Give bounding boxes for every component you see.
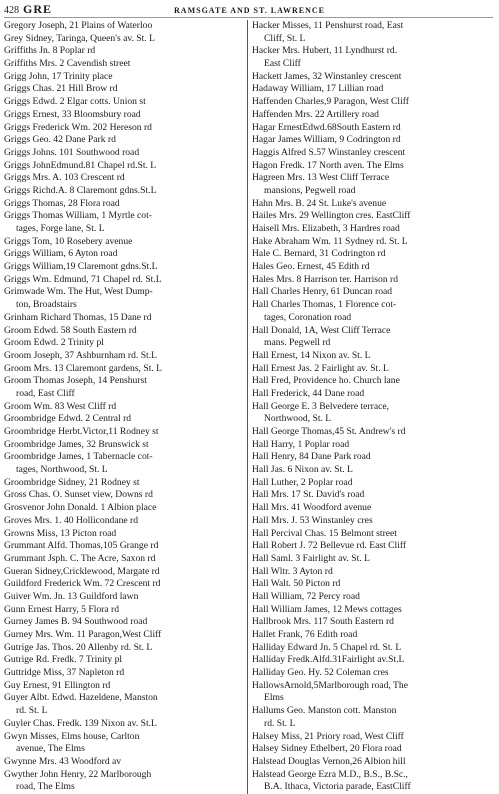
right-column [248,20,492,794]
directory-entry-line: Hall Ernest Jas. 2 Fairlight av. St. L [252,362,389,374]
directory-entry-line: Hall Ernest, 14 Nixon av. St. L [252,349,371,361]
directory-entry-line: Hale C. Bernard, 31 Codrington rd [252,248,386,260]
directory-entry-line: Griggs William, 6 Ayton road [4,248,118,260]
directory-entry-line: Halstead Douglas Vernon,26 Albion hill [252,755,406,767]
directory-entry-line: Gurney Mrs. Wm. 11 Paragon,West Cliff [4,629,162,640]
directory-entry-line: Groombridge James, 32 Brunswick st [4,438,149,450]
directory-entry-line: Haisell Mrs. Elizabeth, 3 Hardres road [252,223,400,234]
directory-entry-line: Grinham Richard Thomas, 15 Dane rd [4,311,152,323]
directory-entry-line: Hall Henry, 84 Dane Park road [252,451,371,463]
directory-entry-line: Groom Thomas Joseph, 14 Penshurst [4,375,147,387]
directory-entry-line: Griffiths Jn. 8 Poplar rd [4,45,96,57]
directory-entry-line: Halliday Geo. Hy. 52 Coleman cres [252,667,389,679]
alpha-code: GRE [23,2,53,16]
directory-entry-line: Hall Wltr. 3 Ayton rd [252,565,333,577]
directory-entry-line: Griffiths Mrs. 2 Cavendish street [4,58,131,70]
directory-entry-line: mans. Pegwell rd [264,337,331,349]
directory-entry-line: Groom Wm. 83 West Cliff rd [4,400,117,412]
directory-entry-line: Grimwade Wm. The Hut, West Dump- [4,286,153,298]
directory-entry-line: tages, Northwood, St. L [16,464,108,476]
directory-entry-line: Grosvenor John Donald. 1 Albion place [4,502,157,514]
directory-entry-line: Gross Chas. O. Sunset view, Downs rd [4,489,153,501]
directory-entry-line: Guyer Albt. Edwd. Hazeldene, Manston [4,692,158,704]
directory-entry-line: Hall Mrs. J. 53 Winstanley cres [252,514,373,526]
directory-entry-line: Griggs Johns. 101 Southwood road [4,146,140,158]
directory-entry-line: Gutrige Jas. Thos. 20 Allenby rd. St. L [4,641,153,653]
directory-entry-line: Elms [264,692,284,704]
directory-entry-line: Hall Harry, 1 Poplar road [252,438,350,450]
directory-entry-line: tages, Coronation road [264,311,352,323]
page-header [4,2,493,18]
directory-entry-line: Halsey Sidney Ethelbert, 20 Flora road [252,743,402,755]
directory-entry-line: tages, Forge lane, St. L [16,223,105,234]
directory-entry-line: Hallbrook Mrs. 117 South Eastern rd [252,616,394,628]
directory-entry-line: Grummant Jsph. C. The Acre, Saxon rd [4,552,156,564]
directory-entry-line: Northwood, St. L [264,413,332,425]
directory-entry-line: Hall Charles Thomas, 1 Florence cot- [252,299,397,311]
directory-entry-line: road, East Cliff [16,387,75,399]
directory-entry-line: Hall Luther, 2 Poplar road [252,476,353,488]
directory-entry-line: Hahn Mrs. B. 24 St. Luke's avenue [252,197,387,209]
directory-entry-line: Hall William James, 12 Mews cottages [252,603,402,615]
directory-entry-line: Griggs William,19 Claremont gdns.St.L [4,261,158,273]
directory-entry-line: Groombridge Edwd. 2 Central rd [4,413,132,425]
directory-entry-line: Hall Mrs. 17 St. David's road [252,489,365,501]
directory-entry-line: Gutrige Rd. Fredk. 7 Trinity pl [4,654,123,666]
directory-entry-line: Hall Donald, 1A, West Cliff Terrace [252,324,391,336]
directory-entry-line: Griggs Mrs. A. 103 Crescent rd [4,172,125,184]
directory-entry-line: Halliday Edward Jn. 5 Chapel rd. St. L [252,641,402,653]
directory-entry-line: Guyler Chas. Fredk. 139 Nixon av. St.L [4,717,157,729]
directory-entry-line: Hacker Misses, 11 Penshurst road, East [252,20,404,31]
directory-entry-line: mansions, Pegwell road [264,184,356,196]
directory-entry-line: Hall Frederick, 44 Dane road [252,387,365,399]
directory-entry-line: Groombridge Herbt.Victor,11 Rodney st [4,426,159,437]
left-column [4,20,248,794]
directory-entry-line: Halsey Miss, 21 Priory road, West Cliff [252,730,404,742]
directory-entry-line: Halstead George Ezra M.D., B.S., B.Sc., [252,768,408,780]
directory-entry-line: HallowsArnold,5Marlborough road, The [252,679,408,691]
directory-entry-line: Gwyther John Henry, 22 Marlborough [4,768,152,780]
directory-entry-line: Hall Jas. 6 Nixon av. St. L [252,464,353,476]
directory-entry-line: East Cliff [264,58,301,70]
directory-entry-line: Haffenden Mrs. 22 Artillery road [252,108,379,120]
directory-entry-line: rd. St. L [16,705,48,717]
directory-entry-line: Griggs Thomas William, 1 Myrtle cot- [4,210,152,222]
directory-entry-line: Grigg John, 17 Trinity place [4,70,113,82]
running-title: RAMSGATE AND ST. LAWRENCE [174,6,325,15]
directory-entry-line: Halliday Fredk.Alfd.31Fairlight av.St.L [252,654,405,666]
directory-entry-line: Grey Sidney, Taringa, Queen's av. St. L [4,32,155,44]
directory-entry-line: Guy Ernest, 91 Ellington rd [4,679,111,691]
directory-entry-line: road, The Elms [16,781,75,793]
directory-entry-line: Griggs Ernest, 33 Bloomsbury road [4,108,141,120]
directory-entry-line: Gwyn Misses, Elms house, Carlton [4,730,140,742]
directory-entry-line: Hall Robert J. 72 Bellevue rd. East Cliff [252,540,407,552]
directory-entry-line: Griggs Edwd. 2 Elgar cotts. Union st [4,96,146,108]
directory-entry-line: Griggs Frederick Wm. 202 Hereson rd [4,121,152,133]
directory-entry-line: Cliff, St. L [264,32,306,44]
directory-entry-line: Groves Mrs. 1. 40 Hollicondane rd [4,514,139,526]
directory-entry-line: Hall Fred, Providence ho. Church lane [252,375,400,387]
directory-entry-line: Hales Mrs. 8 Harrison ter. Harrison rd [252,273,399,285]
directory-entry-line: Gueran Sidney,Cricklewood, Margate rd [4,565,160,577]
directory-entry-line: Hagar James William, 9 Codrington rd [252,134,401,146]
directory-entry-line: Hall Walt. 50 Picton rd [252,578,341,590]
page-number: 428 [4,5,19,16]
directory-entry-line: Groombridge Sidney, 21 Rodney st [4,476,140,488]
directory-entry-line: Gregory Joseph, 21 Plains of Waterloo [4,20,153,31]
directory-entry-line: Hadaway William, 17 Lillian road [252,83,384,95]
directory-entry-line: Hall George E. 3 Belvedere terrace, [252,400,389,412]
directory-entry-line: Griggs Wm. Edmund, 71 Chapel rd. St.L [4,273,162,285]
directory-entry-line: Hake Abraham Wm. 11 Sydney rd. St. L [252,235,408,247]
directory-entry-line: Hagon Fredk. 17 North aven. The Elms [252,159,404,171]
directory-entry-line: Hall Percival Chas. 15 Belmont street [252,527,397,539]
directory-entry-line: Hagar ErnestEdwd.68South Eastern rd [252,121,401,133]
directory-entry-line: Groom Edwd. 2 Trinity pl [4,337,104,349]
directory-entry-line: Griggs Tom, 10 Rosebery avenue [4,235,133,247]
directory-entry-line: Hailes Mrs. 29 Wellington cres. EastCliff [252,210,411,222]
directory-entry-line: Hallet Frank, 76 Edith road [252,629,358,640]
directory-entry-line: Haffenden Charles,9 Paragon, West Cliff [252,96,409,108]
directory-entry-line: Growns Miss, 13 Picton road [4,527,117,539]
directory-entry-line: Guildford Frederick Wm. 72 Crescent rd [4,578,161,590]
directory-entry-line: Hacker Mrs. Hubert, 11 Lyndhurst rd. [252,45,398,57]
directory-entry-line: Hall William, 72 Percy road [252,590,360,602]
directory-entry-line: Hales Geo. Ernest, 45 Edith rd [252,261,370,273]
directory-entry-line: Griggs Richd.A. 8 Claremont gdns.St.L [4,184,157,196]
directory-entry-line: Gwynne Mrs. 43 Woodford av [4,755,122,767]
directory-entry-line: Griggs Chas. 21 Hill Brow rd [4,83,118,95]
directory-entry-line: rd. St. L [264,717,296,729]
directory-entry-line: Guiver Wm. Jn. 13 Guildford lawn [4,590,139,602]
directory-entry-line: Gunn Ernest Harry, 5 Flora rd [4,603,120,615]
directory-entry-line: Hall Charles Henry, 61 Duncan road [252,286,393,298]
directory-entry-line: Hackett James, 32 Winstanley crescent [252,70,402,82]
directory-entry-line: Groom Edwd. 58 South Eastern rd [4,324,137,336]
directory-entry-line: Gurney James B. 94 Southwood road [4,616,148,628]
directory-entry-line: Grummant Alfd. Thomas,105 Grange rd [4,540,159,552]
directory-entry-line: Hall Mrs. 41 Woodford avenue [252,502,372,514]
directory-entry-line: Guttridge Miss, 37 Napleton rd [4,667,125,679]
directory-entry-line: Haggis Alfred S.57 Winstanley crescent [252,146,406,158]
directory-columns [4,20,493,794]
directory-entry-line: Griggs Geo. 42 Dane Park rd [4,134,116,146]
directory-entry-line: Griggs JohnEdmund.81 Chapel rd.St. L [4,159,157,171]
directory-entry-line: Griggs Thomas, 28 Flora road [4,197,120,209]
directory-entry-line: avenue, The Elms [16,743,85,755]
directory-entry-line: Groombridge James, 1 Tabernacle cot- [4,451,153,463]
directory-entry-line: Groom Mrs. 13 Claremont gardens, St. L [4,362,163,374]
directory-entry-line: Hall George Thomas,45 St. Andrew's rd [252,426,406,437]
directory-entry-line: Hagreen Mrs. 13 West Cliff Terrace [252,172,390,184]
directory-entry-line: Hall Saml. 3 Fairlight av. St. L [252,552,370,564]
directory-entry-line: Hallums Geo. Manston cott. Manston [252,705,397,717]
directory-entry-line: ton, Broadstairs [16,299,77,311]
directory-entry-line: B.A. Ithaca, Victoria parade, EastCliff [264,781,411,793]
directory-entry-line: Groom Joseph, 37 Ashburnham rd. St.L [4,349,157,361]
